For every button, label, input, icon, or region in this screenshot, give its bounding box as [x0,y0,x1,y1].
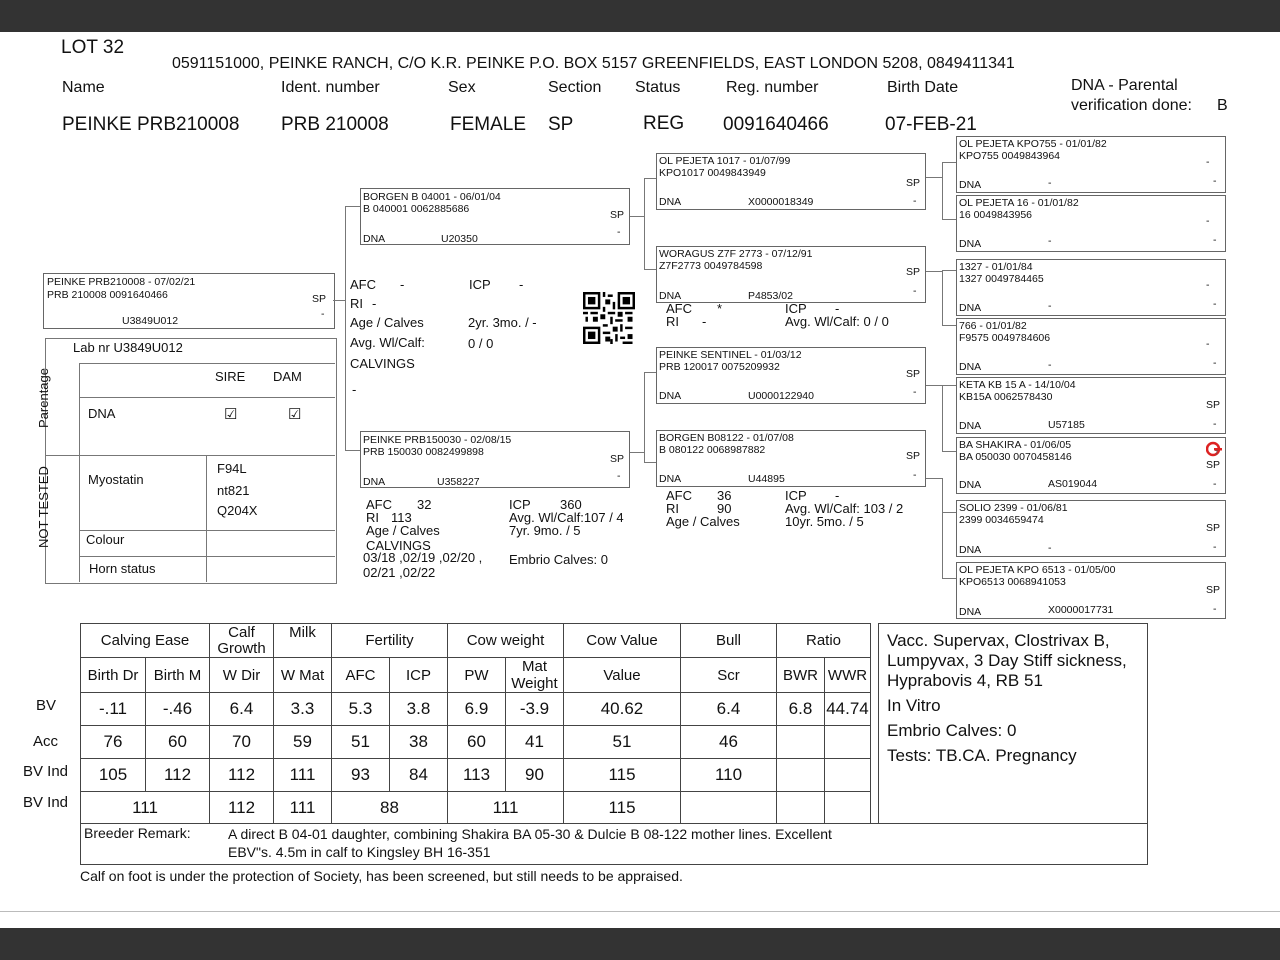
bvind2-cell [681,792,777,825]
col-birth-dr: Birth Dr [81,658,146,693]
dam-afc-label: AFC [366,497,392,512]
gg4-dna-value: - [1048,359,1052,371]
notes-vacc-2: Lumpyvax, 3 Day Stiff sickness, [887,651,1127,670]
header-dna-1: DNA - Parental [1071,77,1178,94]
ds-box [656,347,926,404]
sd-box [656,246,926,303]
gg-box-4 [956,318,1226,375]
ss-afc-label: AFC [666,301,692,316]
lab-dam-header: DAM [273,369,302,384]
gg2-dash: - [1213,234,1217,246]
acc-cell: 51 [564,726,681,759]
gg6-sp: SP [1206,459,1221,471]
dd-dna-value: U44895 [748,473,785,485]
header-dna-value: B [1217,97,1228,114]
dam-dash: - [617,470,621,482]
bvind2-cell: 111 [274,792,332,825]
bvind-cell: 110 [681,759,777,792]
row-label-bvind-2: BV Ind [23,794,69,811]
sire-calvings-value: - [352,382,357,397]
lab-nr: Lab nr U3849U012 [73,340,183,355]
header-ident: Ident. number [281,79,380,96]
group-cow-weight: Cow weight [448,624,564,658]
acc-cell: 41 [506,726,564,759]
bvind2-cell: 111 [448,792,564,825]
ss-reg: KPO1017 0049843949 [659,167,766,179]
acc-cell: 46 [681,726,777,759]
lot-number: LOT 32 [61,37,125,58]
subject-lab: U3849U012 [122,315,179,327]
col-icp: ICP [390,658,448,693]
ds-title: PEINKE SENTINEL - 01/03/12 [659,349,802,361]
gg6-title: BA SHAKIRA - 01/06/05 [959,439,1072,451]
footer-note: Calf on foot is under the protection of Society, has been screened, but still needs to be appraised. [80,868,683,884]
horn-status-label: Horn status [89,561,156,576]
col-bwr: BWR [777,658,825,693]
ss-sp: SP [906,177,921,189]
ss-afc-value: * [717,301,723,316]
ss-ri-value: - [702,314,707,329]
acc-cell [825,726,871,759]
ss-dna-label: DNA [659,196,682,208]
acc-cell: 60 [146,726,210,759]
animal-name: PEINKE PRB210008 [62,114,240,135]
col-w-dir: W Dir [210,658,274,693]
gg7-title: SOLIO 2399 - 01/06/81 [959,502,1068,514]
gg8-dna-value: X0000017731 [1048,604,1114,616]
top-bar [0,0,1280,32]
col-pw: PW [448,658,506,693]
sire-sp: SP [610,209,625,221]
bvind-cell [777,759,825,792]
ss-ri-label: RI [666,314,679,329]
bv-cell: -.11 [81,693,146,726]
ds-dash: - [913,386,917,398]
ss-icp-label: ICP [785,301,807,316]
acc-cell: 60 [448,726,506,759]
sire-reg: B 040001 0062885686 [363,203,470,215]
sire-wt-label: Avg. Wl/Calf: [350,335,425,350]
gg-box-7 [956,500,1226,557]
subject-box [43,273,335,329]
header-dna-2: verification done: [1071,97,1192,114]
ds-dna-value: U0000122940 [748,390,814,402]
group-bull: Bull [681,624,777,658]
dam-calvings-label: CALVINGS [366,538,431,553]
group-milk: Milk [274,624,332,658]
bvind-cell: 112 [210,759,274,792]
gg8-reg: KPO6513 0068941053 [959,576,1066,588]
gg5-dash: - [1213,418,1217,430]
subject-dash: - [321,308,325,320]
dam-reg: PRB 150030 0082499898 [363,446,484,458]
dam-icp-value: 360 [560,497,582,512]
breeder-remark-line-2: EBV"s. 4.5m in calf to Kingsley BH 16-351 [228,844,491,860]
sire-icp-value: - [519,277,524,292]
group-cow-value: Cow Value [564,624,681,658]
dam-icp-label: ICP [509,497,531,512]
group-fertility: Fertility [332,624,448,658]
sire-age-value: 2yr. 3mo. / - [468,315,537,330]
gg5-reg: KB15A 0062578430 [959,391,1053,403]
acc-cell: 38 [390,726,448,759]
col-scr: Scr [681,658,777,693]
gg1-dna-label: DNA [959,179,982,191]
gg8-dna-label: DNA [959,606,982,618]
sire-age-label: Age / Calves [350,315,424,330]
gg-box-6 [956,437,1226,494]
acc-cell: 76 [81,726,146,759]
bv-cell: 6.8 [777,693,825,726]
notes-vacc-3: Hyprabovis 4, RB 51 [887,671,1043,690]
gg2-reg: 16 0049843956 [959,209,1032,221]
ds-ri-label: RI [666,501,679,516]
animal-sex: FEMALE [450,114,527,135]
notes-in-vitro: In Vitro [887,696,941,715]
sd-title: WORAGUS Z7F 2773 - 07/12/91 [659,248,813,260]
gg4-dna-label: DNA [959,361,982,373]
dam-calvings-1: 03/18 ,02/19 ,02/20 , [363,550,483,565]
dam-dna-check-icon: ☑ [288,406,302,423]
col-w-mat: W Mat [274,658,332,693]
gg6-dna-value: AS019044 [1048,478,1098,490]
bv-cell: 3.3 [274,693,332,726]
gg3-dna-value: - [1048,300,1052,312]
ds-icp-label: ICP [785,488,807,503]
gg7-sp: SP [1206,522,1221,534]
bv-cell: -.46 [146,693,210,726]
bvind-cell: 112 [146,759,210,792]
acc-cell: 70 [210,726,274,759]
header-reg: Reg. number [726,79,819,96]
ds-sp: SP [906,368,921,380]
group-calf-growth: Calf Growth [210,624,274,658]
qr-code-icon [583,292,635,344]
gg2-sp: - [1206,215,1210,227]
sire-afc-label: AFC [350,277,376,292]
gg4-reg: F9575 0049784606 [959,332,1051,344]
bv-cell: 6.4 [681,693,777,726]
row-label-acc: Acc [33,733,59,750]
divider [0,911,1280,912]
lab-sire-header: SIRE [215,369,246,384]
dd-reg: B 080122 0068987882 [659,444,766,456]
ss-box [656,153,926,210]
gg4-title: 766 - 01/01/82 [959,320,1027,332]
colour-label: Colour [86,532,125,547]
bv-cell: -3.9 [506,693,564,726]
animal-status: REG [643,113,685,134]
bvind-cell: 113 [448,759,506,792]
animal-section: SP [548,114,574,135]
gg5-sp: SP [1206,399,1221,411]
bottom-bar [0,928,1280,960]
bvind2-cell: 111 [81,792,210,825]
dd-box [656,430,926,487]
ds-reg: PRB 120017 0075209932 [659,361,780,373]
gg3-sp: - [1206,279,1210,291]
gg-box-3 [956,259,1226,316]
sire-icp-label: ICP [469,277,491,292]
dam-sp: SP [610,453,625,465]
header-sex: Sex [448,79,476,96]
subject-title: PEINKE PRB210008 - 07/02/21 [47,276,196,288]
dd-dna-label: DNA [659,473,682,485]
bvind-cell: 90 [506,759,564,792]
acc-cell: 59 [274,726,332,759]
gg7-dna-value: - [1048,542,1052,554]
gg7-dna-label: DNA [959,544,982,556]
subject-sp: SP [312,293,327,305]
award-badge-icon [1206,441,1222,457]
acc-cell: 51 [332,726,390,759]
animal-birth: 07-FEB-21 [885,114,977,135]
ss-dash: - [913,195,917,207]
breeder-remark-label: Breeder Remark: [84,825,191,841]
notes-embrio: Embrio Calves: 0 [887,721,1017,740]
gg1-reg: KPO755 0049843964 [959,150,1061,162]
dam-age-label: Age / Calves [366,523,440,538]
gg6-dna-label: DNA [959,479,982,491]
bvind-cell [825,759,871,792]
gg2-title: OL PEJETA 16 - 01/01/82 [959,197,1079,209]
bvind-cell: 105 [81,759,146,792]
bv-cell: 40.62 [564,693,681,726]
dam-embrio: Embrio Calves: 0 [509,552,608,567]
dd-dash: - [913,469,917,481]
dam-dna-value: U358227 [437,476,480,488]
gg7-dash: - [1213,541,1217,553]
gg4-sp: - [1206,338,1210,350]
header-birth: Birth Date [887,79,959,96]
sire-afc-value: - [400,277,405,292]
sire-ri-value: - [372,296,377,311]
gg8-dash: - [1213,603,1217,615]
col-wwr: WWR [825,658,871,693]
group-ratio: Ratio [777,624,871,658]
sd-dna-label: DNA [659,290,682,302]
gg2-dna-value: - [1048,235,1052,247]
dam-age-value: 7yr. 9mo. / 5 [509,523,581,538]
col-mat-weight: Mat Weight [506,658,564,693]
animal-reg: 0091640466 [723,114,829,135]
row-label-bv: BV [36,697,57,714]
owner-line: 0591151000, PEINKE RANCH, C/O K.R. PEINKE P.O. BOX 5157 GREENFIELDS, EAST LONDON 5208, 0849411341 [172,55,1015,72]
svg-text:T: T [1215,451,1219,457]
gg-box-5 [956,377,1226,434]
gg3-dna-label: DNA [959,302,982,314]
col-value: Value [564,658,681,693]
acc-cell [777,726,825,759]
gg3-title: 1327 - 01/01/84 [959,261,1033,273]
ds-afc-label: AFC [666,488,692,503]
bv-cell: 6.9 [448,693,506,726]
dd-sp: SP [906,450,921,462]
bvind-cell: 84 [390,759,448,792]
animal-ident: PRB 210008 [281,114,389,135]
dam-box [360,431,630,488]
sd-reg: Z7F2773 0049784598 [659,260,763,272]
subject-reg: PRB 210008 0091640466 [47,289,168,301]
gg-box-8 [956,562,1226,619]
gg1-sp: - [1206,156,1210,168]
ss-icp-value: - [835,301,840,316]
dam-afc-value: 32 [417,497,432,512]
dam-ri-value: 113 [391,510,412,525]
ebv-table [80,623,871,825]
sire-wt-value: 0 / 0 [468,336,494,351]
gg3-dash: - [1213,298,1217,310]
sire-dna-check-icon: ☑ [224,406,238,423]
header-name: Name [62,79,105,96]
sd-dash: - [913,285,917,297]
gg5-dna-label: DNA [959,420,982,432]
breeder-remark-line-1: A direct B 04-01 daughter, combining Shakira BA 05-30 & Dulcie B 08-122 mother lines. Excellent [228,826,832,842]
header-section: Section [548,79,602,96]
sire-dna-label: DNA [363,233,386,245]
ds-wt: Avg. Wl/Calf: 103 / 2 [785,501,904,516]
bv-cell: 6.4 [210,693,274,726]
parentage-label: Parentage [36,368,51,428]
gg8-title: OL PEJETA KPO 6513 - 01/05/00 [959,564,1116,576]
myostatin-nt821: nt821 [217,483,250,498]
sd-dna-value: P4853/02 [748,290,793,302]
not-tested-label: NOT TESTED [36,466,51,548]
gg6-dash: - [1213,478,1217,490]
gg1-dna-value: - [1048,177,1052,189]
gg-box-2 [956,195,1226,252]
ss-dna-value: X0000018349 [748,196,814,208]
gg3-reg: 1327 0049784465 [959,273,1044,285]
header-status: Status [635,79,681,96]
gg6-reg: BA 050030 0070458146 [959,451,1072,463]
gg2-dna-label: DNA [959,238,982,250]
sire-dash: - [617,226,621,238]
bvind2-cell [777,792,825,825]
dam-dna-label: DNA [363,476,386,488]
bvind-cell: 111 [274,759,332,792]
ds-ri-value: 90 [717,501,732,516]
lab-dna-label: DNA [88,406,116,421]
notes-vacc-1: Vacc. Supervax, Clostrivax B, [887,631,1110,650]
group-calving-ease: Calving Ease [81,624,210,658]
gg5-dna-value: U57185 [1048,419,1085,431]
sd-sp: SP [906,266,921,278]
dd-title: BORGEN B08122 - 01/07/08 [659,432,794,444]
bvind2-cell: 115 [564,792,681,825]
sire-dna-value: U20350 [441,233,478,245]
gg-box-1 [956,136,1226,193]
sire-title: BORGEN B 04001 - 06/01/04 [363,191,501,203]
ss-title: OL PEJETA 1017 - 01/07/99 [659,155,791,167]
myostatin-label: Myostatin [88,472,144,487]
gg4-dash: - [1213,357,1217,369]
dam-title: PEINKE PRB150030 - 02/08/15 [363,434,512,446]
ss-wt: Avg. Wl/Calf: 0 / 0 [785,314,889,329]
sire-box [360,188,630,245]
ds-icp-value: - [835,488,840,503]
bvind2-cell: 88 [332,792,448,825]
bvind-cell: 93 [332,759,390,792]
ds-dna-label: DNA [659,390,682,402]
dam-ri-label: RI [366,510,379,525]
row-label-bvind: BV Ind [23,763,69,780]
myostatin-f94l: F94L [217,461,247,476]
dam-calvings-2: 02/21 ,02/22 [363,565,436,580]
ds-age-label: Age / Calves [666,514,740,529]
bv-cell: 3.8 [390,693,448,726]
bv-cell: 5.3 [332,693,390,726]
bvind2-cell [825,792,871,825]
gg8-sp: SP [1206,584,1221,596]
bv-cell: 44.74 [825,693,871,726]
bvind-cell: 115 [564,759,681,792]
bvind2-cell: 112 [210,792,274,825]
gg5-title: KETA KB 15 A - 14/10/04 [959,379,1076,391]
gg7-reg: 2399 0034659474 [959,514,1044,526]
gg1-dash: - [1213,175,1217,187]
ds-afc-value: 36 [717,488,732,503]
col-afc: AFC [332,658,390,693]
sire-ri-label: RI [350,296,363,311]
notes-tests: Tests: TB.CA. Pregnancy [887,746,1077,765]
sire-calvings-label: CALVINGS [350,356,415,371]
myostatin-q204x: Q204X [217,503,258,518]
col-birth-m: Birth M [146,658,210,693]
dam-wt: Avg. Wl/Calf:107 / 4 [509,510,624,525]
gg1-title: OL PEJETA KPO755 - 01/01/82 [959,138,1107,150]
ds-age-value: 10yr. 5mo. / 5 [785,514,864,529]
